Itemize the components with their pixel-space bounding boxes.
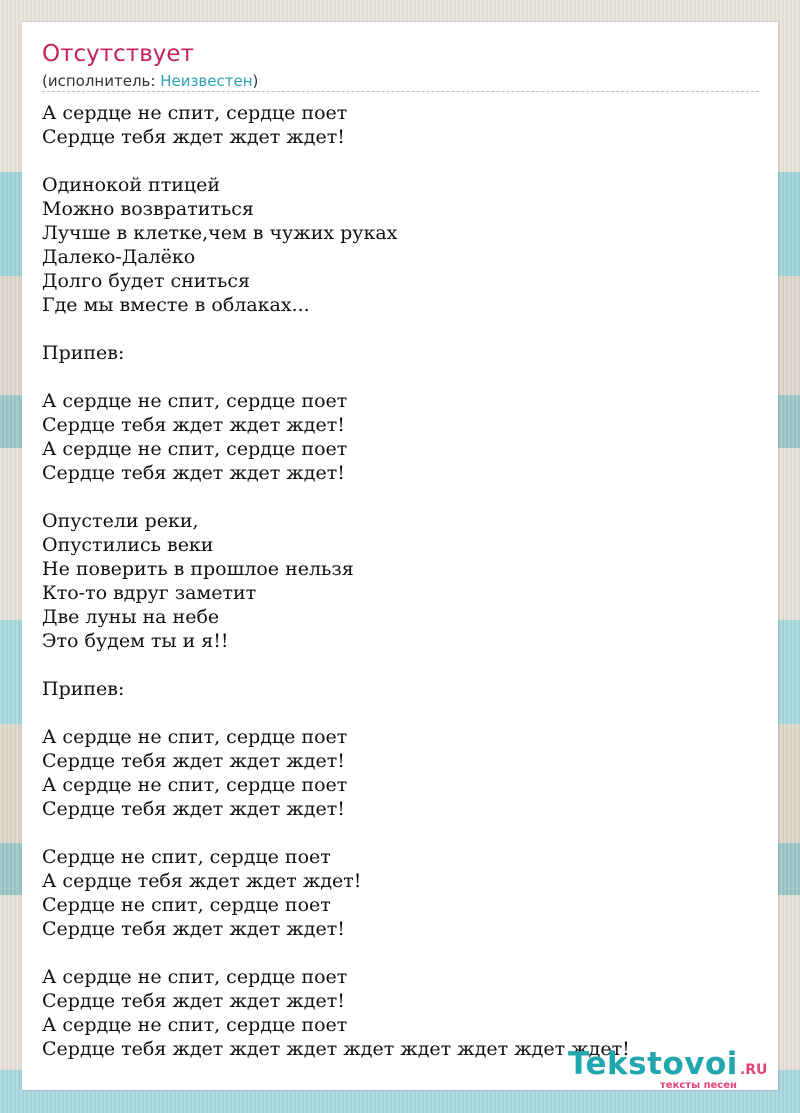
logo-tagline: тексты песен <box>660 1080 737 1091</box>
artist-prefix: (исполнитель: <box>42 72 161 90</box>
artist-suffix: ) <box>252 72 259 90</box>
logo-domain: .RU <box>739 1062 768 1078</box>
site-logo[interactable] <box>568 1046 768 1091</box>
artist-link[interactable]: Неизвестен <box>160 72 253 90</box>
artist-line <box>42 72 258 90</box>
song-title: Отсутствует <box>42 41 194 67</box>
logo-brand: Tekstovoi <box>568 1046 738 1082</box>
lyrics-text: А сердце не спит, сердце поет Сердце тебя ждет ждет ждет! Одинокой птицей Можно возвратиться Лучше в клетке,чем в чужих руках Далеко-Далёко Долго будет сниться Где мы вместе в облаках... Припев: А сердце не спит, сердце поет Сердце тебя ждет ждет ждет! А сердце не спит, сердце поет Сердце тебя ждет ждет ждет! Опустели реки, Опустились веки Не поверить в прошлое нельзя Кто-то вдруг заметит Две луны на небе Это будем ты и я!! Припев: А сердце не спит, сердце поет Сердце тебя ждет ждет ждет! А сердце не спит, сердце поет Сердце тебя ждет ждет ждет! Сердце не спит, сердце поет А сердце тебя ждет ждет ждет! Сердце не спит, сердце поет Сердце тебя ждет ждет ждет! А сердце не спит, сердце поет Сердце тебя ждет ждет ждет! А сердце не спит, сердце поет Сердце тебя ждет ждет ждет ждет ждет ждет ждет ждет! <box>42 102 630 1060</box>
lyrics-card <box>22 22 778 1090</box>
title-divider <box>42 91 759 92</box>
